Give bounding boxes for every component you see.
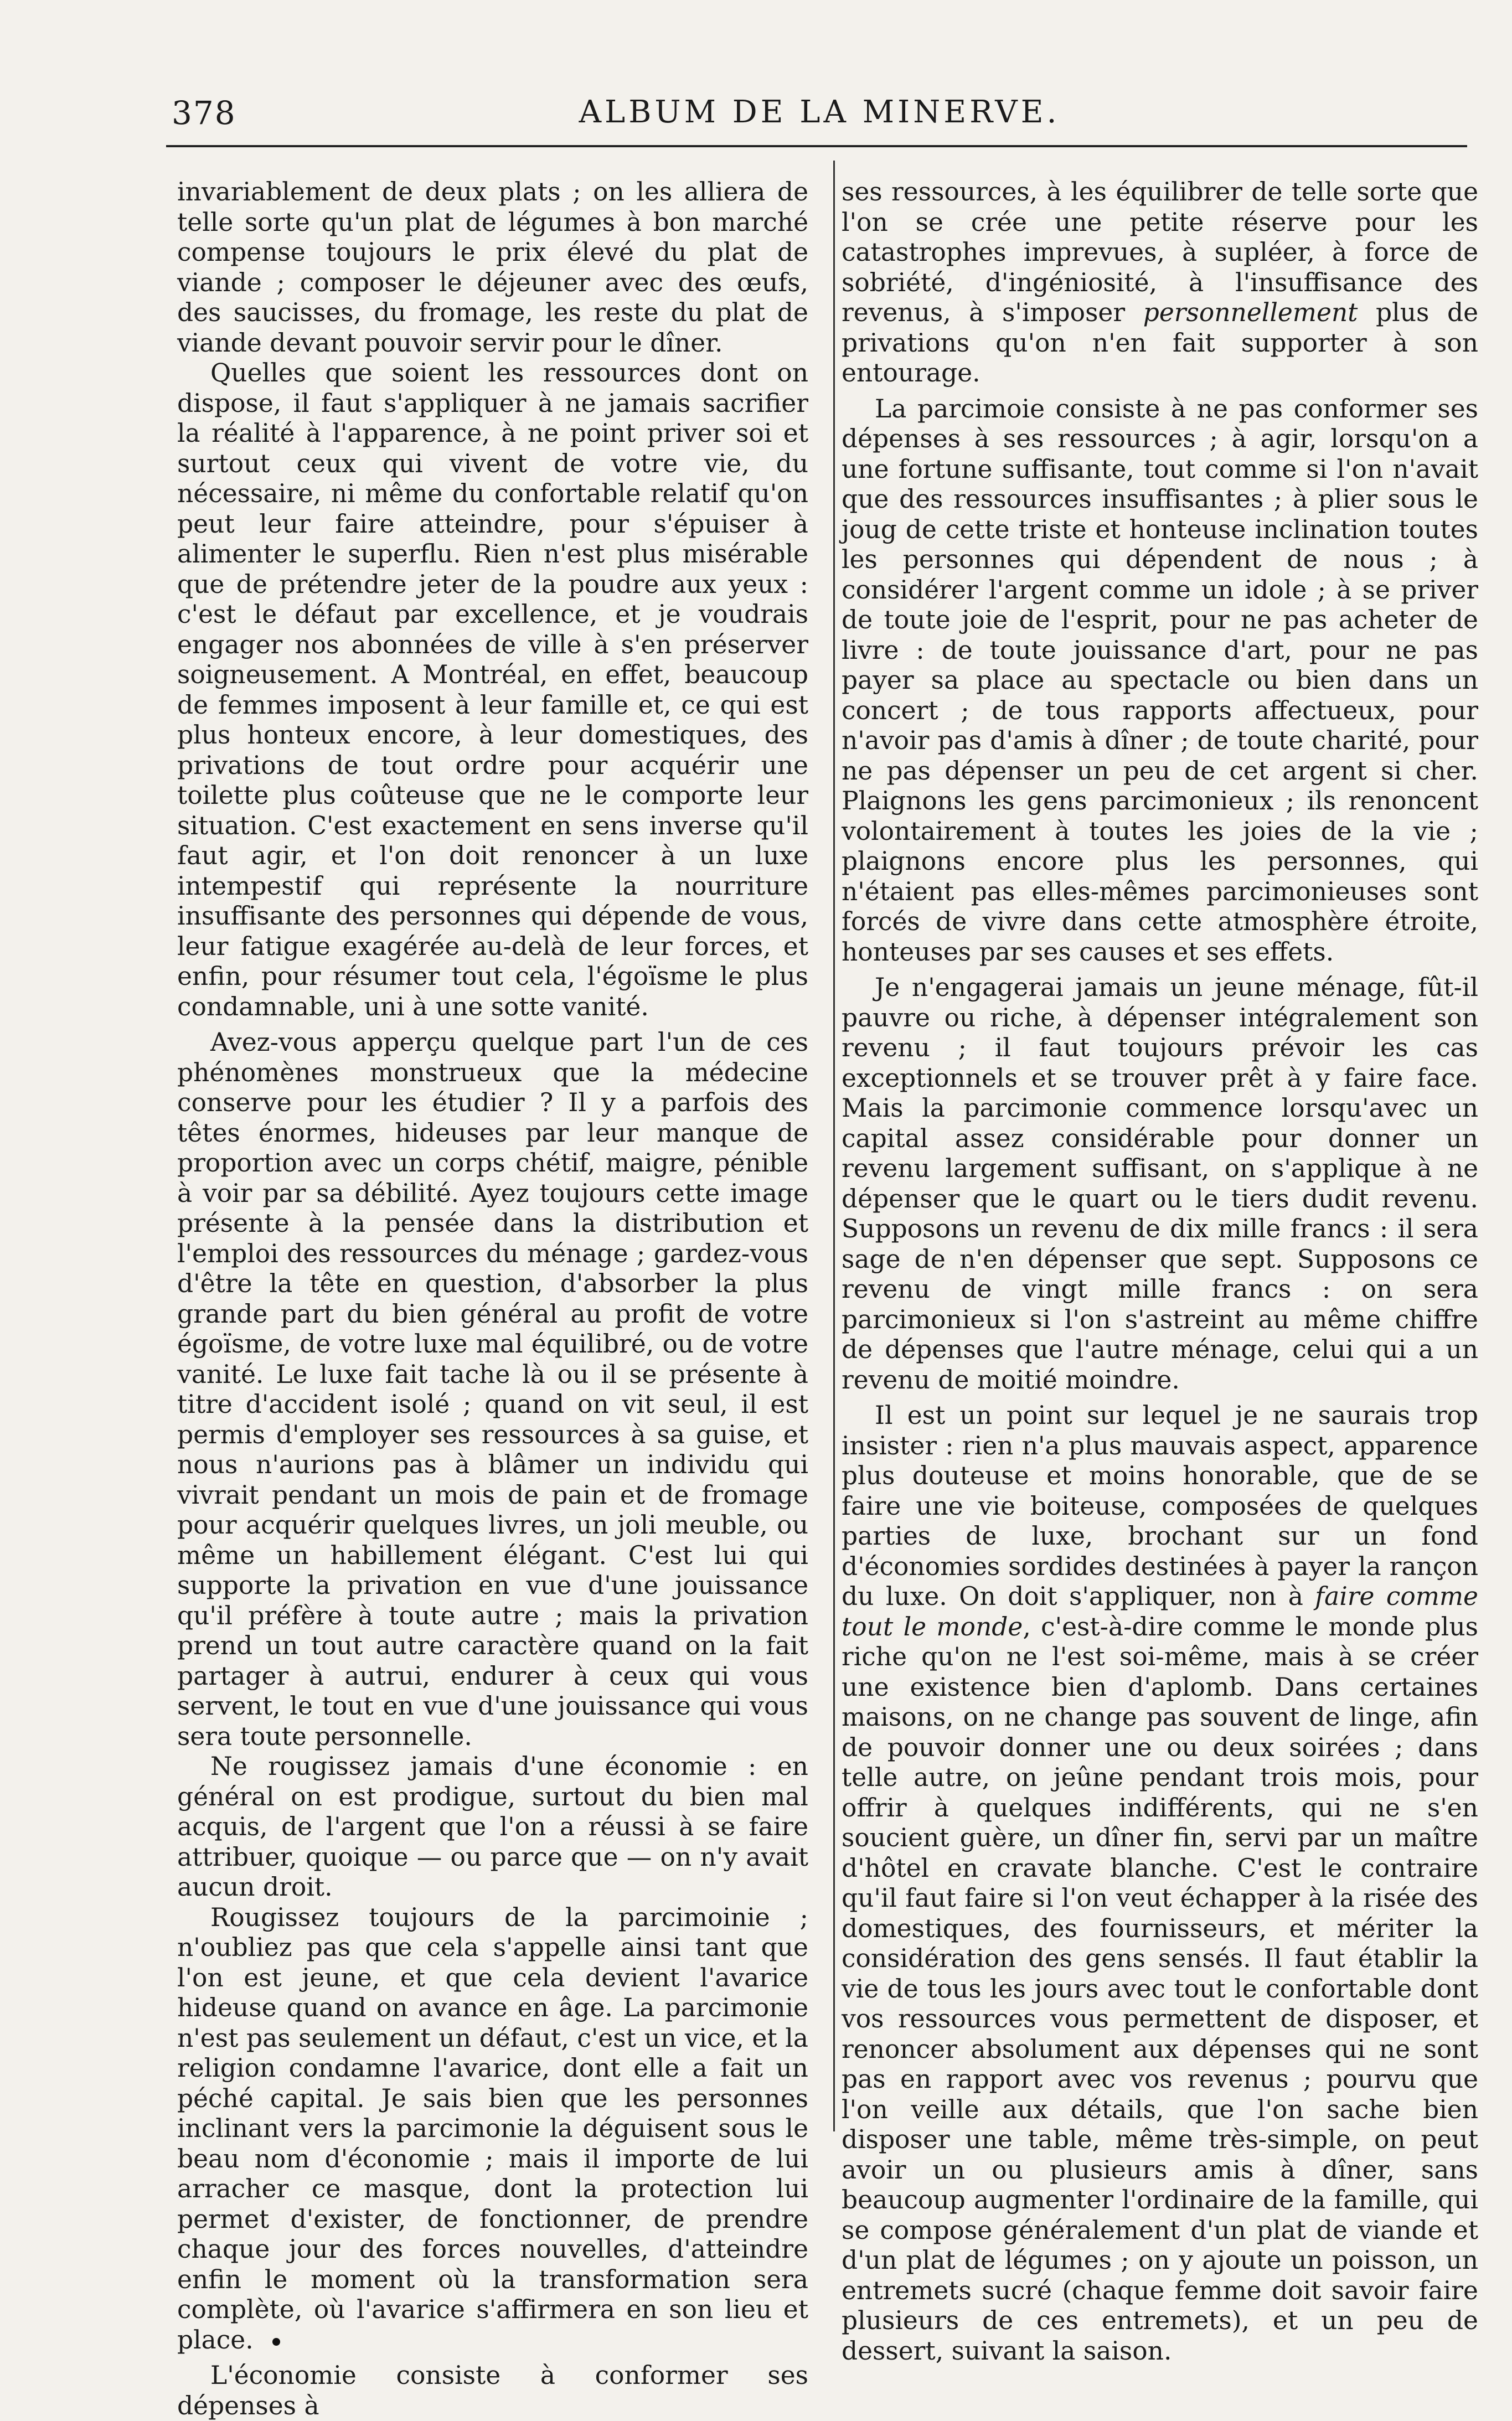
- left-column: [177, 177, 808, 2421]
- paragraph: Ne rougissez jamais d'une économie : en général on est prodigue, surtout du bien mal acquis, de l'argent que l'on a réussi à se faire attribuer, quoique — ou parce que — on n'y avait aucun droit.: [177, 1752, 808, 1902]
- paragraph: [842, 177, 1478, 389]
- paragraph: [842, 1401, 1478, 2366]
- paragraph-with-bullet: [177, 1903, 808, 2356]
- paragraph: invariablement de deux plats ; on les alliera de telle sorte qu'un plat de légumes à bon marché compense toujours le prix élevé du plat de viande ; composer le déjeuner avec des œufs, des saucisses, du fromage, les reste du plat de viande devant pouvoir servir pour le dîner.: [177, 177, 808, 358]
- paragraph-text: plus de privations qu'on n'en fait supporter à son entourage.: [842, 298, 1478, 388]
- paragraph: La parcimoie consiste à ne pas conformer ses dépenses à ses ressources ; à agir, lorsqu'on a une fortune suffisante, tout comme si l'on n'avait que des ressources insuffisantes ; à plier sous le joug de cette triste et honteuse inclination toutes les personnes qui dépendent de nous ; à considérer l'argent comme un idole ; à se priver de toute joie de l'esprit, pour ne pas acheter de livre : de toute jouissance d'art, pour ne pas payer sa place au spectacle ou bien dans un concert ; de tous rapports affectueux, pour n'avoir pas d'amis à dîner ; de toute charité, pour ne pas dépenser un peu de cet argent si cher. Plaignons les gens parcimonieux ; ils renoncent volontairement à toutes les joies de la vie ; plaignons encore plus les personnes, qui n'étaient pas elles-mêmes parcimonieuses sont forcés de vivre dans cette atmosphère étroite, honteuses par ses causes et ses effets.: [842, 394, 1478, 967]
- paragraph: Je n'engagerai jamais un jeune ménage, fût-il pauvre ou riche, à dépenser intégralement son revenu ; il faut toujours prévoir les cas exceptionnels et se trouver prêt à y faire face. Mais la parcimonie commence lorsqu'avec un capital assez considérable pour donner un revenu largement suffisant, on s'applique à ne dépenser que le quart ou le tiers dudit revenu. Supposons un revenu de dix mille francs : il sera sage de n'en dépenser que sept. Supposons ce revenu de vingt mille francs : on sera parcimonieux si l'on s'astreint au même chiffre de dépenses que l'autre ménage, celui qui a un revenu de moitié moindre.: [842, 973, 1478, 1395]
- paragraph: Quelles que soient les ressources dont on dispose, il faut s'appliquer à ne jamais sacrifier la réalité à l'apparence, à ne point priver soi et surtout ceux qui vivent de votre vie, du nécessaire, ni même du confortable relatif qu'on peut leur faire atteindre, pour s'épuiser à alimenter le superflu. Rien n'est plus misérable que de prétendre jeter de la poudre aux yeux : c'est le défaut par excellence, et je voudrais engager nos abonnées de ville à s'en préserver soigneusement. A Montréal, en effet, beaucoup de femmes imposent à leur famille et, ce qui est plus honteux encore, à leur domestiques, des privations de tout ordre pour acquérir une toilette plus coûteuse que ne le comporte leur situation. C'est exactement en sens inverse qu'il faut agir, et l'on doit renoncer à un luxe intempestif qui représente la nourriture insuffisante des personnes qui dépende de vous, leur fatigue exagérée au-delà de leur forces, et enfin, pour résumer tout cela, l'égoïsme le plus condamnable, uni à une sotte vanité.: [177, 358, 808, 1021]
- bullet-ornament: [272, 2338, 280, 2346]
- paragraph-text: ses ressources, à les équilibrer de telle sorte que l'on se crée une petite réserve pour les catastrophes imprevues, à supléer, à force de sobriété, d'ingéniosité, à l'insuffisance des revenus, à s'imposer: [842, 177, 1478, 327]
- paragraph-text: Rougissez toujours de la parcimoinie ; n'oubliez pas que cela s'appelle ainsi tant que l'on est jeune, et que cela devient l'avarice hideuse quand on avance en âge. La parcimonie n'est pas seulement un défaut, c'est un vice, et la religion condamne l'avarice, dont elle a fait un péché capital. Je sais bien que les personnes inclinant vers la parcimonie la déguisent sous le beau nom d'économie ; mais il importe de lui arracher ce masque, dont la protection lui permet d'exister, de fonctionner, de prendre chaque jour des forces nouvelles, d'atteindre enfin le moment où la transformation sera complète, où l'avarice s'affirmera en son lieu et place.: [177, 1902, 808, 2355]
- running-title: ALBUM DE LA MINERVE.: [579, 94, 1060, 130]
- paragraph: L'économie consiste à conformer ses dépenses à: [177, 2361, 808, 2420]
- header-rule: [166, 145, 1467, 147]
- page-header: [172, 94, 1467, 144]
- paragraph-text: , c'est-à-dire comme le monde plus riche qu'on ne l'est soi-même, mais à se créer une existence bien d'aplomb. Dans certaines maisons, on ne change pas souvent de linge, afin de pouvoir donner une ou deux soirées ; dans telle autre, on jeûne pendant trois mois, pour offrir à quelques indifférents, qui ne s'en soucient guère, un dîner fin, servi par un maître d'hôtel en cravate blanche. C'est le contraire qu'il faut faire si l'on veut échapper à la risée des domestiques, des fournisseurs, et mériter la considération des gens sensés. Il faut établir la vie de tous les jours avec tout le confortable dont vos ressources vous permettent de disposer, et renoncer absolument aux dépenses qui ne sont pas en rapport avec vos revenus ; pourvu que l'on veille aux détails, que l'on sache bien disposer une table, même très-simple, on peut avoir un ou plusieurs amis à dîner, sans beaucoup augmenter l'ordinaire de la famille, qui se compose généralement d'un plat de viande et d'un plat de légumes ; on y ajoute un poisson, un entremets sucré (chaque femme doit savoir faire plusieurs de ces entremets), et un peu de dessert, suivant la saison.: [842, 1612, 1479, 2366]
- right-column: [842, 177, 1478, 2366]
- emphasis: faire comme tout le monde: [842, 1582, 1478, 1641]
- page-number: 378: [172, 94, 236, 132]
- paragraph: Avez-vous apperçu quelque part l'un de ces phénomènes monstrueux que la médecine conserve pour les étudier ? Il y a parfois des têtes énormes, hideuses par leur manque de proportion avec un corps chétif, maigre, pénible à voir par sa débilité. Ayez toujours cette image présente à la pensée dans la distribution et l'emploi des ressources du ménage ; gardez-vous d'être la tête en question, d'absorber la plus grande part du bien général au profit de votre égoïsme, de votre luxe mal équilibré, ou de votre vanité. Le luxe fait tache là ou il se présente à titre d'accident isolé ; quand on vit seul, il est permis d'employer ses ressources à sa guise, et nous n'aurions pas à blâmer un individu qui vivrait pendant un mois de pain et de fromage pour acquérir quelques livres, un joli meuble, ou même un habillement élégant. C'est lui qui supporte la privation en vue d'une jouissance qu'il préfère à toute autre ; mais la privation prend un tout autre caractère quand on la fait partager à autrui, endurer à ceux qui vous servent, le tout en vue d'une jouissance qui vous sera toute personnelle.: [177, 1028, 808, 1751]
- emphasis: personnellement: [1143, 298, 1358, 327]
- column-divider: [833, 161, 835, 2131]
- paragraph-text: Il est un point sur lequel je ne saurais trop insister : rien n'a plus mauvais aspect, apparence plus douteuse et moins honorable, que de se faire une vie boiteuse, composées de quelques parties de luxe, brochant sur un fond d'économies sordides destinées à payer la rançon du luxe. On doit s'appliquer, non à: [842, 1401, 1478, 1611]
